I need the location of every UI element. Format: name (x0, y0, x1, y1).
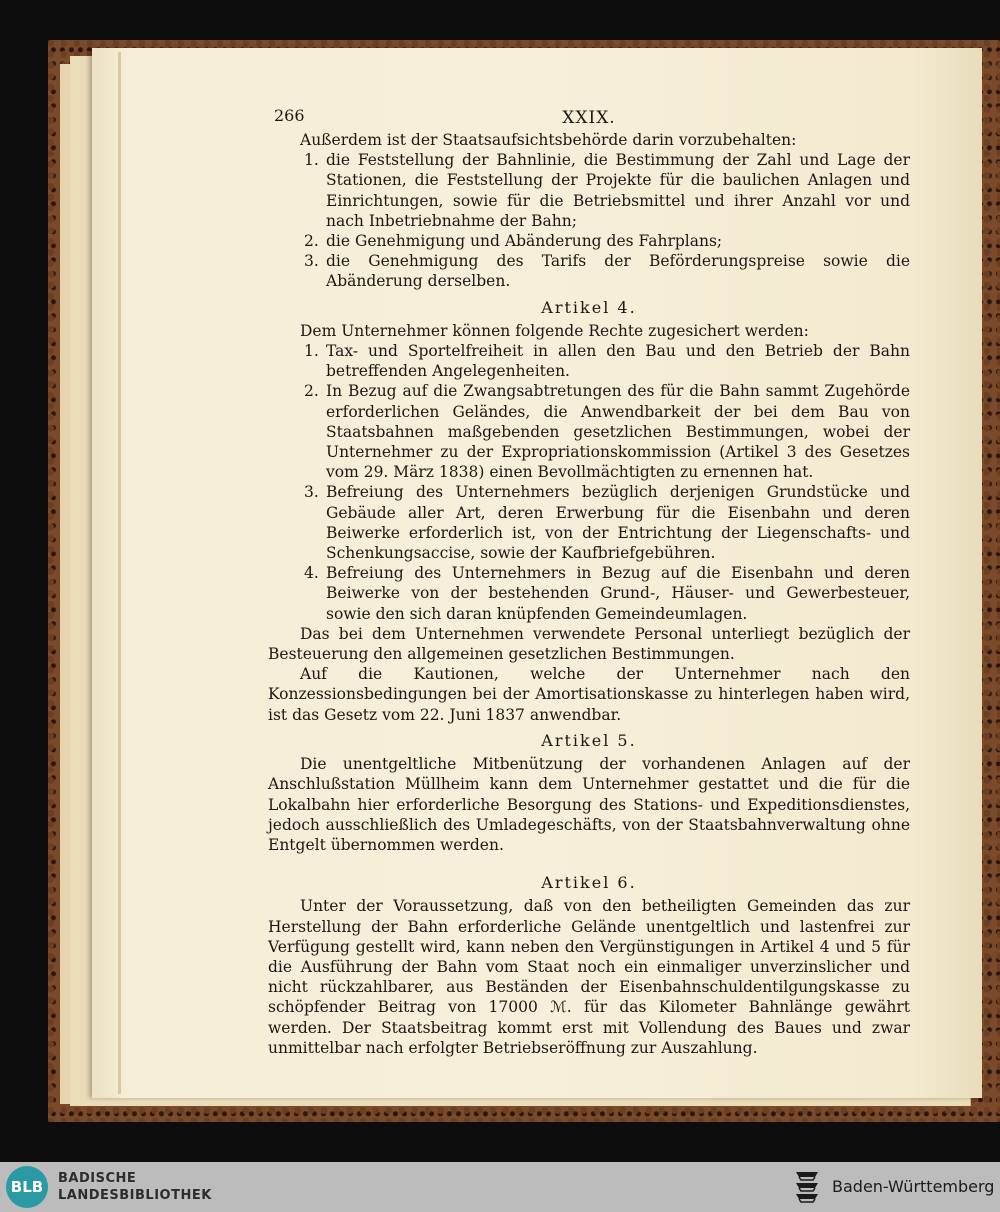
running-header (268, 104, 910, 130)
bw-name[interactable]: Baden-Württemberg (832, 1177, 995, 1196)
blb-logo[interactable]: BLB (6, 1166, 48, 1208)
article-6-text: Unter der Voraussetzung, daß von den betheiligten Gemeinden das zur Herstellung der Bahn erforderliche Gelände unentgeltlich und lastenfrei zur Verfügung gestellt wird, kann neben den Vergünstigungen in Artikel 4 und 5 für die Ausführung der Bahn vom Staat noch ein einmaliger unverzinslicher und nicht rückzahlbarer, aus Beständen der Eisenbahnschuldentilgungskasse zu schöpfender Beitrag von 17000 ℳ. für das Kilometer Bahnlänge gewährt werden. Der Staatsbeitrag kommt erst mit Vollendung des Baues und zwar unmittelbar nach erfolgter Betriebseröffnung zur Auszahlung. (268, 897, 910, 1057)
rights-list (268, 341, 910, 624)
blb-name[interactable]: BADISCHE LANDESBIBLIOTHEK (58, 1171, 212, 1203)
list-item: 2. die Genehmigung und Abänderung des Fahrplans; (304, 232, 723, 251)
article-4-cautions: Auf die Kautionen, welche der Unternehmer nach den Konzessionsbedingungen bei der Amortisationskasse zu hinterlegen haben wird, ist das Gesetz vom 22. Juni 1837 anwendbar. (268, 665, 910, 724)
article-5-text: Die unentgeltliche Mitbenützung der vorhandenen Anlagen auf der Anschlußstation Müllheim kann dem Unternehmer gestattet und die für die Lokalbahn hier erforderliche Besorgung des Stations- und Expeditionsdienstes, jedoch ausschließlich des Umladegeschäfts, von der Staatsbahnverwaltung ohne Entgelt übernommen werden. (268, 755, 910, 854)
list-item: 3. Befreiung des Unternehmers bezüglich derjenigen Grundstücke und Gebäude aller Art, deren Erwerbung für die Eisenbahn und deren Beiwerke erforderlich ist, von der Entrichtung der Liegenschafts- und Schenkungsaccise, sowie der Kaufbriefgebühren. (304, 483, 910, 563)
stag-lions-crest-icon (793, 1168, 821, 1206)
list-item: 1. Tax- und Sportelfreiheit in allen den Bau und den Betrieb der Bahn betreffenden Angelegenheiten. (304, 342, 910, 381)
section-number: XXIX. (562, 108, 616, 128)
footer-bar (0, 1162, 1000, 1212)
page-text (268, 104, 910, 1058)
list-item: 2. In Bezug auf die Zwangsabtretungen des für die Bahn sammt Zugehörde erforderlichen Geländes, die Anwendbarkeit der bei dem Bau von Staatsbahnen maßgebenden gesetzlichen Bestimmungen, wobei der Unternehmer zu der Expropriationskommission (Artikel 3 des Gesetzes vom 29. März 1838) einen Bevollmächtigten zu ernennen hat. (304, 382, 910, 482)
list-item: 3. die Genehmigung des Tarifs der Beförderungspreise sowie die Abänderung derselben. (304, 252, 910, 291)
article-4-heading: Artikel 4. (541, 297, 637, 317)
article-4-personnel: Das bei dem Unternehmen verwendete Personal unterliegt bezüglich der Besteuerung den allgemeinen gesetzlichen Bestimmungen. (268, 624, 910, 664)
reserve-intro: Außerdem ist der Staatsaufsichtsbehörde darin vorzubehalten: (300, 131, 797, 149)
list-item: 4. Befreiung des Unternehmers in Bezug auf die Eisenbahn und deren Beiwerke von der bestehenden Grund-, Häuser- und Gewerbesteuer, sowie den sich daran knüpfenden Gemeindeumlagen. (304, 564, 910, 623)
article-6-heading: Artikel 6. (541, 873, 637, 893)
list-item: 1. die Feststellung der Bahnlinie, die Bestimmung der Zahl und Lage der Stationen, die Feststellung der Projekte für die baulichen Anlagen und Einrichtungen, sowie für die Betriebsmittel und ihrer Anzahl vor und nach Inbetriebnahme der Bahn; (304, 151, 910, 230)
article-5-heading: Artikel 5. (541, 730, 637, 750)
page-fold (118, 52, 121, 1094)
reserved-list (268, 150, 910, 291)
page-number: 266 (274, 106, 305, 125)
article-4-intro: Dem Unternehmer können folgende Rechte zugesichert werden: (300, 321, 809, 340)
